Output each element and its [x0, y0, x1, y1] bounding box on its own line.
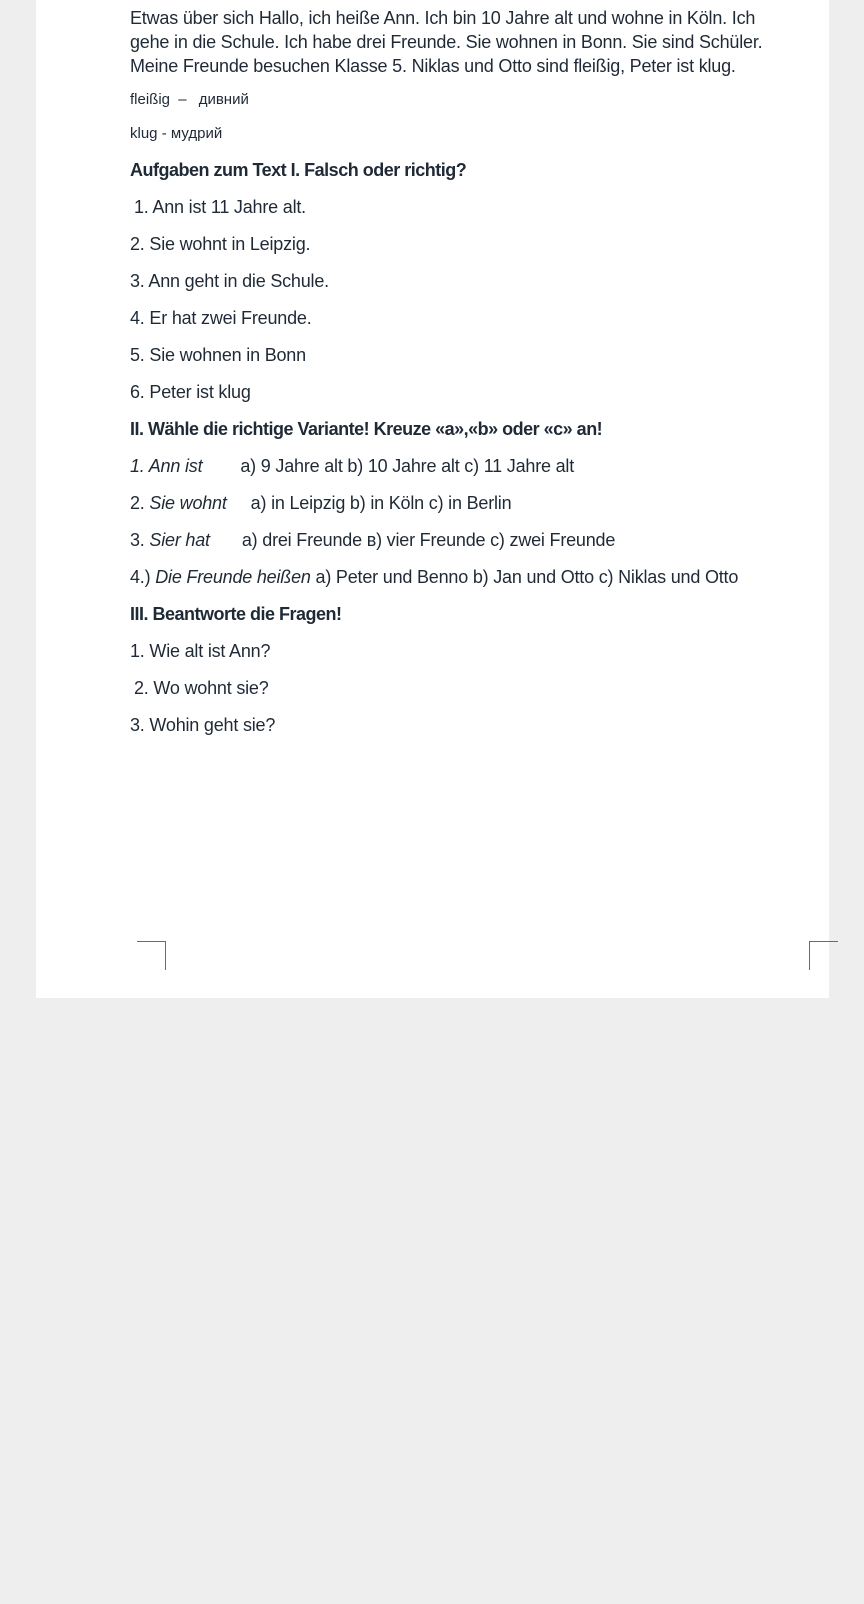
task2-options: a) in Leipzig b) in Köln c) in Berlin — [250, 493, 512, 513]
task2-item — [130, 565, 780, 602]
task1-item: 3. Ann geht in die Schule. — [130, 271, 329, 291]
task1-item: 4. Er hat zwei Freunde. — [130, 308, 312, 328]
task3-item: 2. Wo wohnt sie? — [134, 678, 269, 698]
task2-number: 2. — [130, 493, 150, 513]
page-corner-mark-right — [809, 941, 838, 970]
task3-heading: III. Beantworte die Fragen! — [130, 604, 342, 624]
task1-item: 5. Sie wohnen in Bonn — [130, 345, 306, 365]
vocab-separator: – — [178, 91, 187, 108]
task1-item: 6. Peter ist klug — [130, 382, 251, 402]
task2-heading: II. Wähle die richtige Variante! Kreuze «a»,«b» oder «c» an! — [130, 419, 603, 439]
task1-item: 2. Sie wohnt in Leipzig. — [130, 234, 311, 254]
document-content — [130, 6, 780, 750]
task1-item: 1. Ann ist 11 Jahre alt. — [134, 197, 306, 217]
vocab-entry — [130, 124, 780, 144]
intro-text: Etwas über sich Hallo, ich heiße Ann. Ich bin 10 Jahre alt und wohne in Köln. Ich gehe in die Schule. Ich habe drei Freunde. Sie wohnen in Bonn. Sie sind Schüler. Meine Freunde besuchen Klasse 5. Niklas und Otto sind fleißig, Peter ist klug. — [130, 8, 763, 76]
task2-item — [130, 491, 780, 528]
task2-number: 3. — [130, 530, 150, 550]
task2-prompt: 1. Ann ist — [130, 456, 203, 476]
vocab-word: klug — [130, 125, 158, 142]
vocab-translation: дивний — [198, 91, 249, 108]
task2-item — [130, 454, 780, 491]
task2-number: 4.) — [130, 567, 156, 587]
page-corner-mark-left — [137, 941, 166, 970]
task2-options: a) drei Freunde в) vier Freunde c) zwei Freunde — [241, 530, 616, 550]
task3-item: 3. Wohin geht sie? — [130, 715, 276, 735]
task2-options: a) Peter und Benno b) Jan und Otto c) Niklas und Otto — [315, 567, 739, 587]
vocab-entry — [130, 90, 780, 110]
task2-item — [130, 528, 780, 565]
task3-item: 1. Wie alt ist Ann? — [130, 641, 271, 661]
task2-prompt: Die Freunde heißen — [155, 567, 311, 587]
vocab-translation: мудрий — [170, 125, 223, 142]
vocab-word: fleißig — [130, 91, 171, 108]
task2-prompt: Sier hat — [149, 530, 210, 550]
task2-options: a) 9 Jahre alt b) 10 Jahre alt c) 11 Jahre alt — [240, 456, 575, 476]
task1-heading: Aufgaben zum Text I. Falsch oder richtig? — [130, 160, 467, 180]
vocab-separator: - — [161, 125, 167, 142]
document-page — [36, 0, 829, 998]
task2-prompt: Sie wohnt — [149, 493, 227, 513]
